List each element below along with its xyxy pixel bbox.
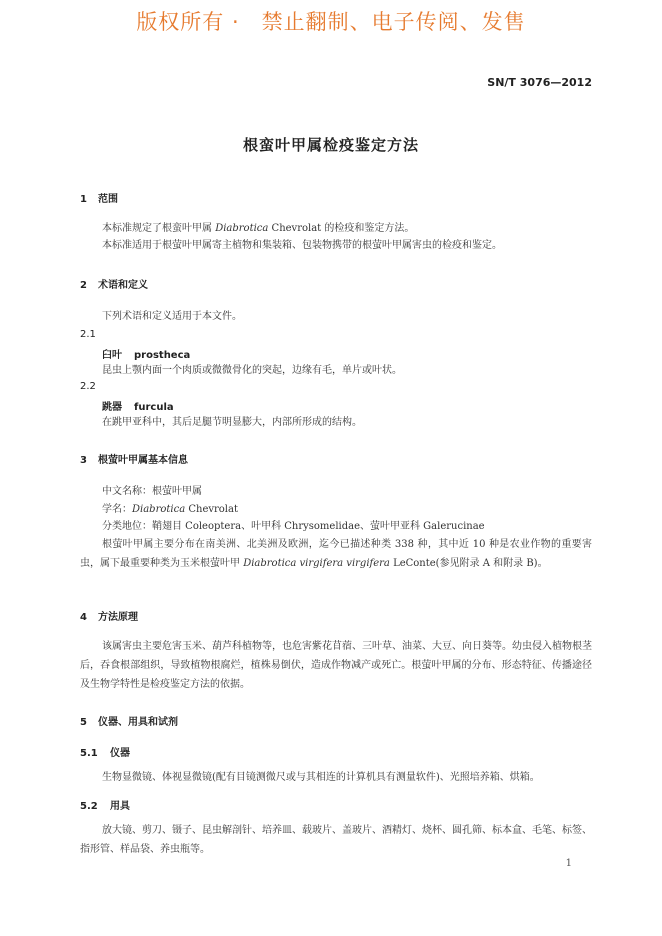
section-title: 范围 xyxy=(98,194,118,205)
term-2-2: 跳器 furcula xyxy=(102,402,174,413)
section-title: 根萤叶甲属基本信息 xyxy=(98,455,188,466)
section-title: 方法原理 xyxy=(98,612,138,623)
standard-number: SN/T 3076—2012 xyxy=(487,76,592,89)
terms-intro: 下列术语和定义适用于本文件。 xyxy=(102,311,242,322)
section-5-1-heading: 5.1 仪器 xyxy=(80,748,130,759)
section-title: 术语和定义 xyxy=(98,280,148,291)
scope-paragraph-2: 本标准适用于根萤叶甲属寄主植物和集装箱、包装物携带的根萤叶甲属害虫的检疫和鉴定。 xyxy=(102,240,502,251)
distribution-paragraph: 根萤叶甲属主要分布在南美洲、北美洲及欧洲，迄今已描述种类 338 种，其中近 10 种是农业作物的重要害虫，属下最重要种类为玉米根萤叶甲 Diabrotica virgifera virgifera LeConte(参见附录 A 和附录 B)。 xyxy=(80,539,592,569)
section-title: 仪器、用具和试剂 xyxy=(98,717,178,728)
principle-paragraph: 该属害虫主要危害玉米、葫芦科植物等，也危害紫花苜蓿、三叶草、油菜、大豆、向日葵等。幼虫侵入植物根茎后，吞食根部组织，导致植物根腐烂，植株易倒伏，造成作物减产或死亡。根萤叶甲属的分布、形态特征、传播途径及生物学特性是检疫鉴定方法的依据。 xyxy=(80,641,592,690)
genus-name: Diabrotica xyxy=(215,223,269,234)
tools-paragraph: 放大镜、剪刀、镊子、昆虫解剖针、培养皿、载玻片、盖玻片、酒精灯、烧杯、圆孔筛、标本盒、毛笔、标签、指形管、样品袋、养虫瓶等。 xyxy=(80,825,592,855)
section-number: 2 xyxy=(80,280,87,291)
scientific-name: 学名：Diabrotica Chevrolat xyxy=(102,504,238,515)
term-2-1-number: 2.1 xyxy=(80,329,96,340)
section-3-heading xyxy=(80,451,188,466)
document-title: 根蛮叶甲属检疫鉴定方法 xyxy=(242,136,419,154)
copyright-watermark: 版权所有 · 禁止翻制、电子传阅、发售 xyxy=(136,10,526,34)
section-number: 5 xyxy=(80,717,87,728)
section-5-heading xyxy=(80,713,178,728)
term-2-1: 臼叶 prostheca xyxy=(102,350,191,361)
section-2-heading xyxy=(80,276,148,291)
section-4-heading xyxy=(80,608,138,623)
term-2-1-definition: 昆虫上颚内面一个肉质或微微骨化的突起，边缘有毛，单片或叶状。 xyxy=(102,365,402,376)
section-number: 1 xyxy=(80,194,87,205)
section-1-heading xyxy=(80,190,118,205)
scope-paragraph-1: 本标准规定了根蛮叶甲属 Diabrotica Chevrolat 的检疫和鉴定方法。 xyxy=(102,223,415,234)
term-2-2-definition: 在跳甲亚科中，其后足腿节明显膨大，内部所形成的结构。 xyxy=(102,417,362,428)
section-5-2-heading: 5.2 用具 xyxy=(80,801,130,812)
chinese-name: 中文名称：根萤叶甲属 xyxy=(102,486,202,497)
section-number: 4 xyxy=(80,612,87,623)
page-number: 1 xyxy=(565,858,572,869)
instruments-paragraph: 生物显微镜、体视显微镜(配有目镜测微尺或与其相连的计算机具有测量软件)、光照培养箱、烘箱。 xyxy=(102,772,540,783)
taxonomy: 分类地位：鞘翅目 Coleoptera、叶甲科 Chrysomelidae、萤叶甲亚科 Galerucinae xyxy=(102,521,485,532)
species-name: Diabrotica virgifera virgifera xyxy=(243,558,390,569)
section-number: 3 xyxy=(80,455,87,466)
term-2-2-number: 2.2 xyxy=(80,381,96,392)
